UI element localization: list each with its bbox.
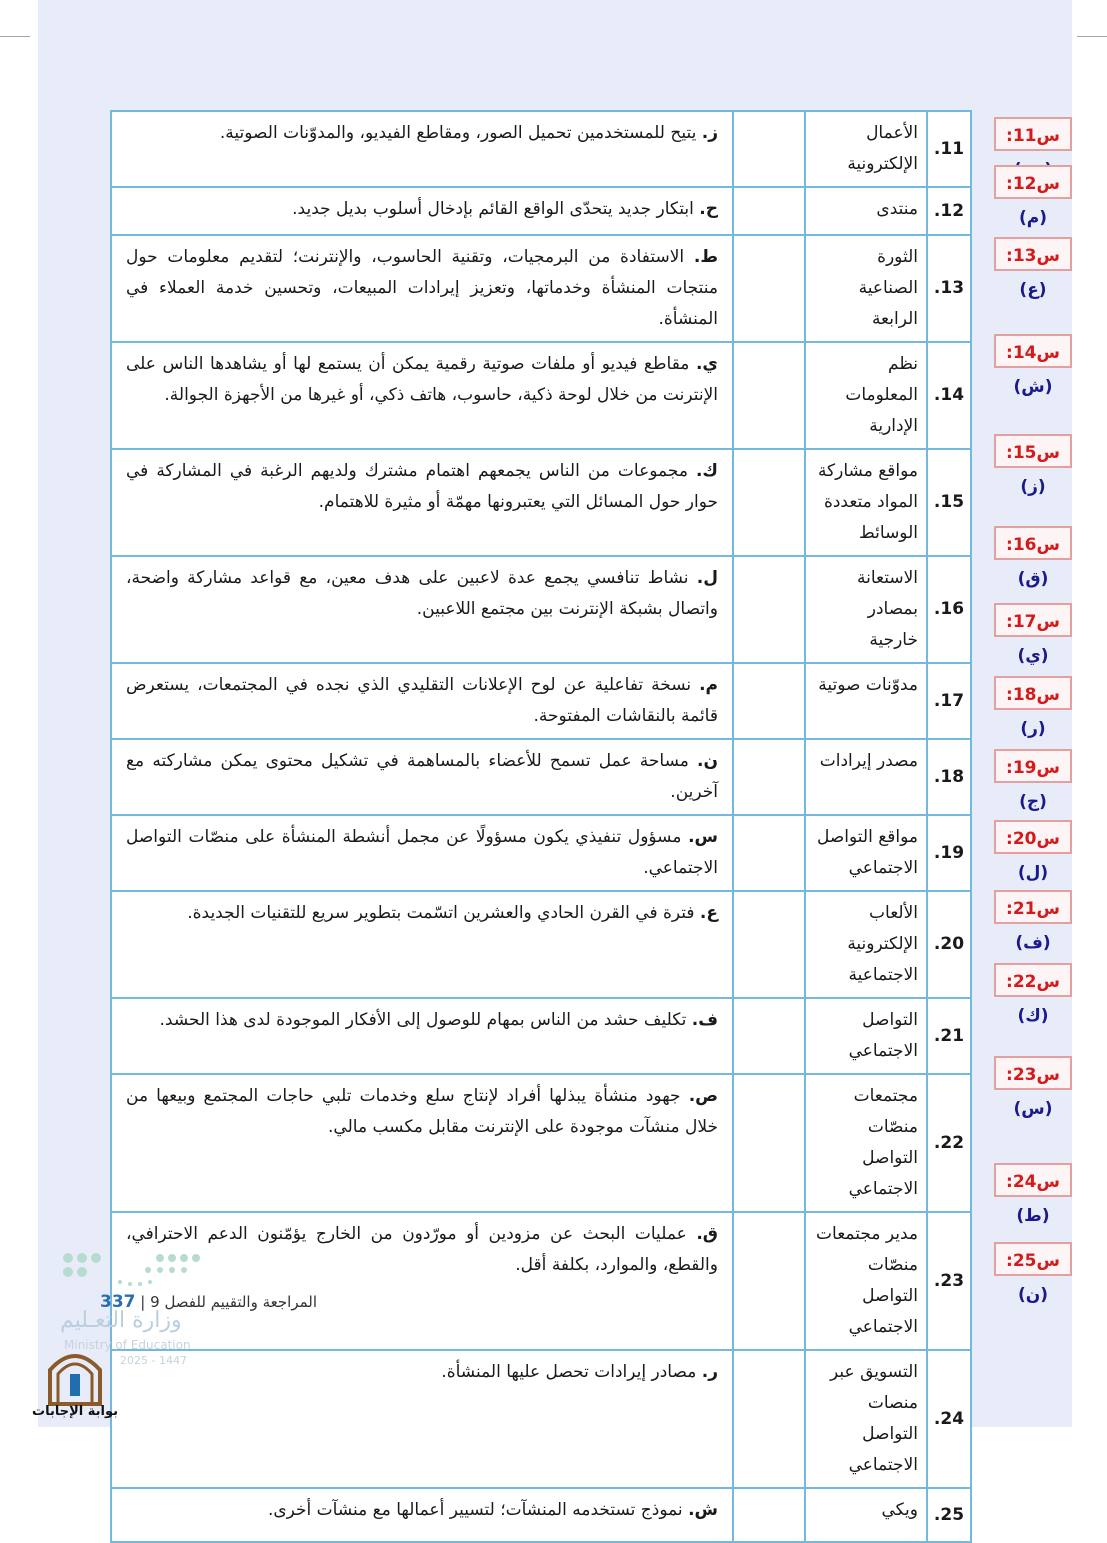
term-cell: ويكي [805,1488,927,1542]
answer-value: (ل) [1017,863,1049,883]
definition-cell [111,1350,733,1488]
definition-cell [111,235,733,342]
row-number: 22. [927,1074,971,1212]
definition-cell [111,556,733,663]
mosque-gate-icon [40,1348,110,1406]
definition-cell [111,663,733,739]
row-number: 13. [927,235,971,342]
term-cell: التسويق عبر منصات التواصل الاجتماعي [805,1350,927,1488]
answer-code: س15: [1006,443,1060,463]
row-number: 23. [927,1212,971,1350]
answers-gate-badge [32,1348,118,1422]
definition-letter: م. [699,675,718,695]
definition-text: نموذج تستخدمه المنشآت؛ لتسيير أعمالها مع منشآت أخرى. [267,1500,683,1520]
answer-value: (ن) [1017,1285,1049,1305]
answer-value: (ز) [1020,477,1046,497]
table-row [111,342,971,449]
answer-box [994,820,1072,883]
term-cell: نظم المعلومات الإدارية [805,342,927,449]
definition-cell [111,1488,733,1542]
crop-mark [1077,36,1107,37]
blank-cell [733,998,805,1074]
badge-caption: بوابة الإجابات [32,1404,118,1419]
definition-letter: ز. [701,123,718,143]
definition-cell [111,815,733,891]
matching-table [110,110,972,1543]
crop-mark [0,36,30,37]
definition-text: مساحة عمل تسمح للأعضاء بالمساهمة في تشكيل محتوى يمكن مشاركته مع آخرين. [126,751,718,802]
answer-box [994,117,1072,151]
term-cell: مصدر إيرادات [805,739,927,815]
definition-letter: ع. [699,903,718,923]
answer-value: (ق) [1017,569,1049,589]
answer-box [994,334,1072,397]
definition-text: نشاط تنافسي يجمع عدة لاعبين على هدف معين، مع قواعد مشاركة واضحة، واتصال بشبكة الإنترنت بين مجتمع اللاعبين. [126,568,718,619]
row-number: 25. [927,1488,971,1542]
definition-text: مسؤول تنفيذي يكون مسؤولًا عن مجمل أنشطة المنشأة على منصّات التواصل الاجتماعي. [126,827,718,878]
answer-code: س19: [1006,758,1060,778]
table-row [111,815,971,891]
answer-code: س25: [1006,1251,1060,1271]
table-row [111,739,971,815]
term-cell: الأعمال الإلكترونية [805,111,927,187]
row-number: 14. [927,342,971,449]
term-cell: مجتمعات منصّات التواصل الاجتماعي [805,1074,927,1212]
answer-box [994,963,1072,1026]
answer-box [994,165,1072,228]
term-cell: الثورة الصناعية الرابعة [805,235,927,342]
table-row [111,663,971,739]
ministry-dots-icon [60,1250,210,1306]
definition-text: مقاطع فيديو أو ملفات صوتية رقمية يمكن أن يستمع لها أو يشاهدها الناس على الإنترنت من خلال لوحة ذكية، حاسوب، هاتف ذكي، أو غيرها من الأجهزة الجوالة. [126,354,718,405]
footer-separator: | [140,1293,146,1311]
answer-box [994,1163,1072,1226]
table-row [111,187,971,235]
blank-cell [733,556,805,663]
blank-cell [733,449,805,556]
definition-cell [111,111,733,187]
term-cell: التواصل الاجتماعي [805,998,927,1074]
answer-code: س22: [1006,972,1060,992]
row-number: 19. [927,815,971,891]
definition-text: جهود منشأة يبذلها أفراد لإنتاج سلع وخدمات تلبي حاجات المجتمع وبيعها من خلال منشآت موجودة على الإنترنت مقابل مكسب مالي. [126,1086,718,1137]
definition-letter: ص. [688,1086,719,1106]
blank-cell [733,235,805,342]
table-row [111,235,971,342]
definition-cell [111,739,733,815]
answer-value: (م) [1019,208,1047,228]
answer-box [994,1242,1072,1305]
table-row [111,111,971,187]
answer-code: س17: [1006,612,1060,632]
row-number: 17. [927,663,971,739]
term-cell: الألعاب الإلكترونية الاجتماعية [805,891,927,998]
ministry-logo [60,1250,210,1367]
answer-box [994,434,1072,497]
page-number: 337 [100,1292,136,1312]
blank-cell [733,1350,805,1488]
definition-letter: ف. [691,1010,718,1030]
row-number: 20. [927,891,971,998]
definition-letter: ش. [688,1500,718,1520]
definition-text: مصادر إيرادات تحصل عليها المنشأة. [441,1362,697,1382]
table-row [111,1350,971,1488]
ministry-year: 2025 - 1447 [120,1354,187,1367]
definition-cell [111,449,733,556]
definition-text: تكليف حشد من الناس بمهام للوصول إلى الأفكار الموجودة لدى هذا الحشد. [159,1010,687,1030]
answer-code: س18: [1006,685,1060,705]
answer-value: (ع) [1019,280,1047,300]
row-number: 24. [927,1350,971,1488]
answer-box [994,749,1072,812]
table-row [111,1488,971,1542]
answer-value: (ك) [1017,1006,1049,1026]
answer-box [994,676,1072,739]
answer-code: س11: [1006,126,1060,146]
blank-cell [733,1074,805,1212]
definition-letter: ي. [695,354,718,374]
answer-box [994,1056,1072,1119]
answer-code: س12: [1006,174,1060,194]
answer-code: س14: [1006,343,1060,363]
answer-value: (ي) [1017,646,1049,666]
table-row [111,998,971,1074]
blank-cell [733,891,805,998]
definition-text: فترة في القرن الحادي والعشرين اتسّمت بتطوير سريع للتقنيات الجديدة. [187,903,695,923]
row-number: 12. [927,187,971,235]
blank-cell [733,1212,805,1350]
table-row [111,891,971,998]
definition-letter: ح. [699,199,718,219]
definition-cell [111,891,733,998]
table-row [111,449,971,556]
ministry-name-en: Ministry of Education [64,1338,191,1352]
blank-cell [733,111,805,187]
definition-cell [111,998,733,1074]
row-number: 15. [927,449,971,556]
definition-letter: ل. [696,568,718,588]
blank-cell [733,663,805,739]
row-number: 21. [927,998,971,1074]
definition-cell [111,1074,733,1212]
term-cell: مواقع مشاركة المواد متعددة الوسائط [805,449,927,556]
row-number: 18. [927,739,971,815]
answer-code: س13: [1006,246,1060,266]
table-row [111,556,971,663]
definition-cell [111,187,733,235]
answer-code: س24: [1006,1172,1060,1192]
definition-text: مجموعات من الناس يجمعهم اهتمام مشترك ولديهم الرغبة في المشاركة في حوار حول المسائل التي يعتبرونها مهمّة أو مثيرة للاهتمام. [126,461,718,512]
answer-value: (س) [1013,1099,1053,1119]
definition-cell [111,342,733,449]
blank-cell [733,342,805,449]
answer-box [994,526,1072,589]
answer-code: س16: [1006,535,1060,555]
table-row [111,1074,971,1212]
definition-letter: ط. [693,247,718,267]
ministry-name-ar: وزارة التعـليم [60,1308,182,1333]
footer-text: المراجعة والتقييم للفصل 9 [150,1293,318,1311]
term-cell: الاستعانة بمصادر خارجية [805,556,927,663]
blank-cell [733,815,805,891]
answer-code: س21: [1006,899,1060,919]
answer-box [994,890,1072,953]
row-number: 16. [927,556,971,663]
answer-code: س20: [1006,829,1060,849]
answer-value: (ج) [1019,792,1047,812]
blank-cell [733,739,805,815]
definition-text: الاستفادة من البرمجيات، وتقنية الحاسوب، والإنترنت؛ لتقديم معلومات حول منتجات المنشأة وخدماتها، وتعزيز إيرادات المبيعات، وتحسين خدمة العملاء في المنشأة. [126,247,718,329]
term-cell: منتدى [805,187,927,235]
definition-letter: ن. [697,751,719,771]
table-row [111,1212,971,1350]
term-cell: مدوّنات صوتية [805,663,927,739]
definition-text: ابتكار جديد يتحدّى الواقع القائم بإدخال أسلوب بديل جديد. [292,199,694,219]
answer-code: س23: [1006,1065,1060,1085]
definition-text: عمليات البحث عن مزودين أو مورّدون من الخارج يؤمّنون الدعم الاحترافي، والقطع، والموارد، بكلفة أقل. [126,1224,718,1275]
definition-letter: ق. [696,1224,719,1244]
blank-cell [733,187,805,235]
definition-letter: س. [688,827,718,847]
answer-box [994,237,1072,300]
blank-cell [733,1488,805,1542]
definition-letter: ك. [695,461,719,481]
definition-text: يتيح للمستخدمين تحميل الصور، ومقاطع الفيديو، والمدوّنات الصوتية. [219,123,697,143]
answer-value: (ط) [1016,1206,1050,1226]
row-number: 11. [927,111,971,187]
answer-value: (ش) [1013,377,1053,397]
answer-value: (ف) [1015,933,1051,953]
answer-value: (ر) [1020,719,1046,739]
term-cell: مدير مجتمعات منصّات التواصل الاجتماعي [805,1212,927,1350]
term-cell: مواقع التواصل الاجتماعي [805,815,927,891]
definition-letter: ر. [701,1362,718,1382]
answer-box [994,603,1072,666]
definition-text: نسخة تفاعلية عن لوح الإعلانات التقليدي الذي نجده في المجتمعات، يستعرض قائمة بالنقاشات المفتوحة. [126,675,718,726]
